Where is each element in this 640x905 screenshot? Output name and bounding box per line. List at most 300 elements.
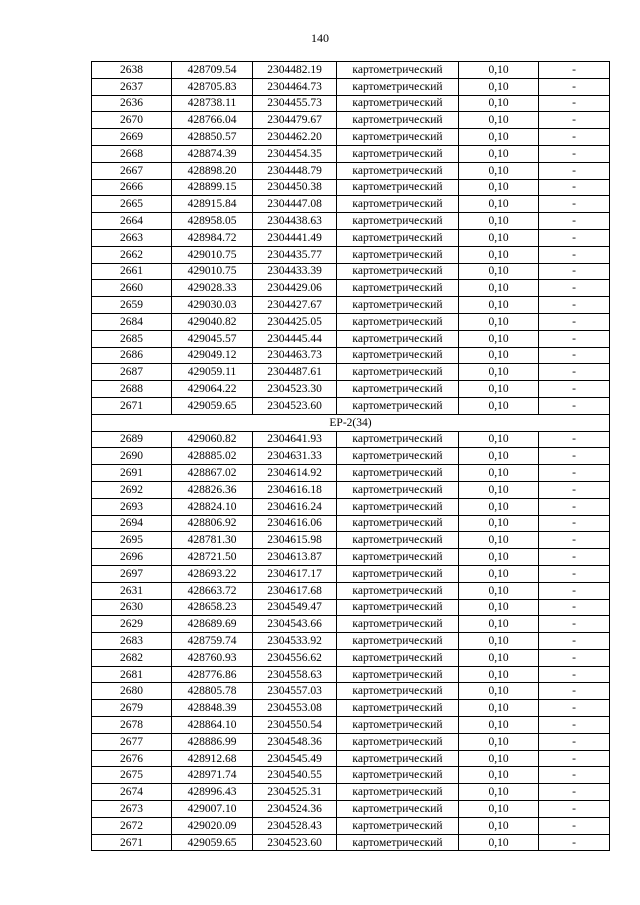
point-number-cell: 2682: [92, 649, 172, 666]
method-cell: картометрический: [337, 532, 459, 549]
y-coordinate-cell: 2304556.62: [253, 649, 337, 666]
precision-cell: 0,10: [459, 817, 539, 834]
y-coordinate-cell: 2304482.19: [253, 62, 337, 79]
table-row: [92, 532, 610, 549]
precision-cell: 0,10: [459, 347, 539, 364]
note-cell: -: [539, 196, 610, 213]
method-cell: картометрический: [337, 683, 459, 700]
point-number-cell: 2683: [92, 633, 172, 650]
precision-cell: 0,10: [459, 633, 539, 650]
precision-cell: 0,10: [459, 95, 539, 112]
note-cell: -: [539, 213, 610, 230]
method-cell: картометрический: [337, 750, 459, 767]
table-row: [92, 431, 610, 448]
method-cell: картометрический: [337, 95, 459, 112]
note-cell: -: [539, 481, 610, 498]
y-coordinate-cell: 2304447.08: [253, 196, 337, 213]
precision-cell: 0,10: [459, 549, 539, 566]
table-row: [92, 683, 610, 700]
x-coordinate-cell: 428658.23: [172, 599, 253, 616]
note-cell: -: [539, 62, 610, 79]
note-cell: -: [539, 582, 610, 599]
x-coordinate-cell: 428689.69: [172, 616, 253, 633]
note-cell: -: [539, 616, 610, 633]
y-coordinate-cell: 2304631.33: [253, 448, 337, 465]
point-number-cell: 2660: [92, 280, 172, 297]
table-row: [92, 112, 610, 129]
note-cell: -: [539, 280, 610, 297]
method-cell: картометрический: [337, 112, 459, 129]
table-row: [92, 364, 610, 381]
precision-cell: 0,10: [459, 649, 539, 666]
table-row: [92, 834, 610, 851]
table-row: [92, 397, 610, 414]
point-number-cell: 2636: [92, 95, 172, 112]
note-cell: -: [539, 78, 610, 95]
point-number-cell: 2679: [92, 700, 172, 717]
point-number-cell: 2667: [92, 162, 172, 179]
x-coordinate-cell: 428867.02: [172, 465, 253, 482]
x-coordinate-cell: 428826.36: [172, 481, 253, 498]
section-header: ЕР-2(34): [92, 414, 610, 431]
y-coordinate-cell: 2304540.55: [253, 767, 337, 784]
precision-cell: 0,10: [459, 481, 539, 498]
x-coordinate-cell: 428874.39: [172, 145, 253, 162]
precision-cell: 0,10: [459, 834, 539, 851]
note-cell: -: [539, 666, 610, 683]
y-coordinate-cell: 2304433.39: [253, 263, 337, 280]
method-cell: картометрический: [337, 599, 459, 616]
point-number-cell: 2666: [92, 179, 172, 196]
y-coordinate-cell: 2304528.43: [253, 817, 337, 834]
point-number-cell: 2638: [92, 62, 172, 79]
method-cell: картометрический: [337, 733, 459, 750]
note-cell: -: [539, 313, 610, 330]
point-number-cell: 2677: [92, 733, 172, 750]
x-coordinate-cell: 428781.30: [172, 532, 253, 549]
point-number-cell: 2668: [92, 145, 172, 162]
note-cell: -: [539, 431, 610, 448]
table-row: [92, 549, 610, 566]
method-cell: картометрический: [337, 162, 459, 179]
y-coordinate-cell: 2304450.38: [253, 179, 337, 196]
note-cell: -: [539, 532, 610, 549]
x-coordinate-cell: 429059.11: [172, 364, 253, 381]
y-coordinate-cell: 2304479.67: [253, 112, 337, 129]
method-cell: картометрический: [337, 649, 459, 666]
precision-cell: 0,10: [459, 162, 539, 179]
precision-cell: 0,10: [459, 112, 539, 129]
point-number-cell: 2690: [92, 448, 172, 465]
point-number-cell: 2673: [92, 801, 172, 818]
table-row: [92, 179, 610, 196]
method-cell: картометрический: [337, 582, 459, 599]
table-row: [92, 62, 610, 79]
y-coordinate-cell: 2304641.93: [253, 431, 337, 448]
note-cell: -: [539, 162, 610, 179]
precision-cell: 0,10: [459, 666, 539, 683]
precision-cell: 0,10: [459, 750, 539, 767]
precision-cell: 0,10: [459, 381, 539, 398]
x-coordinate-cell: 429059.65: [172, 397, 253, 414]
y-coordinate-cell: 2304438.63: [253, 213, 337, 230]
y-coordinate-cell: 2304523.60: [253, 397, 337, 414]
note-cell: -: [539, 465, 610, 482]
method-cell: картометрический: [337, 431, 459, 448]
table-row: [92, 649, 610, 666]
x-coordinate-cell: 429059.65: [172, 834, 253, 851]
point-number-cell: 2665: [92, 196, 172, 213]
precision-cell: 0,10: [459, 465, 539, 482]
table-row: [92, 78, 610, 95]
precision-cell: 0,10: [459, 717, 539, 734]
method-cell: картометрический: [337, 62, 459, 79]
y-coordinate-cell: 2304550.54: [253, 717, 337, 734]
point-number-cell: 2659: [92, 297, 172, 314]
x-coordinate-cell: 428759.74: [172, 633, 253, 650]
point-number-cell: 2671: [92, 397, 172, 414]
x-coordinate-cell: 428958.05: [172, 213, 253, 230]
note-cell: -: [539, 145, 610, 162]
method-cell: картометрический: [337, 448, 459, 465]
precision-cell: 0,10: [459, 397, 539, 414]
table-row: [92, 582, 610, 599]
method-cell: картометрический: [337, 381, 459, 398]
point-number-cell: 2696: [92, 549, 172, 566]
x-coordinate-cell: 428899.15: [172, 179, 253, 196]
x-coordinate-cell: 428864.10: [172, 717, 253, 734]
point-number-cell: 2664: [92, 213, 172, 230]
method-cell: картометрический: [337, 717, 459, 734]
note-cell: -: [539, 229, 610, 246]
point-number-cell: 2631: [92, 582, 172, 599]
note-cell: -: [539, 498, 610, 515]
table-row: [92, 145, 610, 162]
y-coordinate-cell: 2304616.18: [253, 481, 337, 498]
method-cell: картометрический: [337, 347, 459, 364]
method-cell: картометрический: [337, 145, 459, 162]
method-cell: картометрический: [337, 616, 459, 633]
precision-cell: 0,10: [459, 515, 539, 532]
y-coordinate-cell: 2304464.73: [253, 78, 337, 95]
note-cell: -: [539, 767, 610, 784]
y-coordinate-cell: 2304487.61: [253, 364, 337, 381]
y-coordinate-cell: 2304427.67: [253, 297, 337, 314]
x-coordinate-cell: 428915.84: [172, 196, 253, 213]
method-cell: картометрический: [337, 397, 459, 414]
y-coordinate-cell: 2304548.36: [253, 733, 337, 750]
precision-cell: 0,10: [459, 616, 539, 633]
x-coordinate-cell: 428824.10: [172, 498, 253, 515]
method-cell: картометрический: [337, 515, 459, 532]
table-row: [92, 515, 610, 532]
precision-cell: 0,10: [459, 229, 539, 246]
y-coordinate-cell: 2304441.49: [253, 229, 337, 246]
point-number-cell: 2676: [92, 750, 172, 767]
y-coordinate-cell: 2304617.17: [253, 565, 337, 582]
point-number-cell: 2687: [92, 364, 172, 381]
method-cell: картометрический: [337, 246, 459, 263]
note-cell: -: [539, 246, 610, 263]
point-number-cell: 2637: [92, 78, 172, 95]
y-coordinate-cell: 2304614.92: [253, 465, 337, 482]
precision-cell: 0,10: [459, 280, 539, 297]
method-cell: картометрический: [337, 179, 459, 196]
y-coordinate-cell: 2304435.77: [253, 246, 337, 263]
method-cell: картометрический: [337, 666, 459, 683]
note-cell: -: [539, 381, 610, 398]
precision-cell: 0,10: [459, 683, 539, 700]
method-cell: картометрический: [337, 263, 459, 280]
y-coordinate-cell: 2304429.06: [253, 280, 337, 297]
table-row: [92, 448, 610, 465]
precision-cell: 0,10: [459, 733, 539, 750]
point-number-cell: 2672: [92, 817, 172, 834]
precision-cell: 0,10: [459, 599, 539, 616]
precision-cell: 0,10: [459, 78, 539, 95]
x-coordinate-cell: 429040.82: [172, 313, 253, 330]
table-row: [92, 465, 610, 482]
note-cell: -: [539, 683, 610, 700]
y-coordinate-cell: 2304523.60: [253, 834, 337, 851]
method-cell: картометрический: [337, 313, 459, 330]
point-number-cell: 2669: [92, 129, 172, 146]
table-row: [92, 616, 610, 633]
x-coordinate-cell: 428898.20: [172, 162, 253, 179]
point-number-cell: 2663: [92, 229, 172, 246]
precision-cell: 0,10: [459, 700, 539, 717]
x-coordinate-cell: 429007.10: [172, 801, 253, 818]
precision-cell: 0,10: [459, 448, 539, 465]
precision-cell: 0,10: [459, 532, 539, 549]
method-cell: картометрический: [337, 801, 459, 818]
y-coordinate-cell: 2304448.79: [253, 162, 337, 179]
x-coordinate-cell: 428721.50: [172, 549, 253, 566]
y-coordinate-cell: 2304454.35: [253, 145, 337, 162]
table-row: [92, 784, 610, 801]
note-cell: -: [539, 297, 610, 314]
method-cell: картометрический: [337, 364, 459, 381]
point-number-cell: 2691: [92, 465, 172, 482]
x-coordinate-cell: 429030.03: [172, 297, 253, 314]
method-cell: картометрический: [337, 633, 459, 650]
method-cell: картометрический: [337, 767, 459, 784]
table-row: [92, 481, 610, 498]
point-number-cell: 2674: [92, 784, 172, 801]
note-cell: -: [539, 717, 610, 734]
coordinates-table: [91, 61, 610, 851]
table-row: [92, 633, 610, 650]
note-cell: -: [539, 112, 610, 129]
method-cell: картометрический: [337, 498, 459, 515]
point-number-cell: 2630: [92, 599, 172, 616]
x-coordinate-cell: 428805.78: [172, 683, 253, 700]
method-cell: картометрический: [337, 196, 459, 213]
point-number-cell: 2692: [92, 481, 172, 498]
note-cell: -: [539, 179, 610, 196]
note-cell: -: [539, 784, 610, 801]
note-cell: -: [539, 633, 610, 650]
table-row: [92, 381, 610, 398]
precision-cell: 0,10: [459, 582, 539, 599]
precision-cell: 0,10: [459, 330, 539, 347]
method-cell: картометрический: [337, 465, 459, 482]
table-row: [92, 229, 610, 246]
table-row: [92, 246, 610, 263]
section-header-row: [92, 414, 610, 431]
x-coordinate-cell: 428912.68: [172, 750, 253, 767]
method-cell: картометрический: [337, 330, 459, 347]
y-coordinate-cell: 2304445.44: [253, 330, 337, 347]
y-coordinate-cell: 2304616.24: [253, 498, 337, 515]
table-row: [92, 498, 610, 515]
note-cell: -: [539, 330, 610, 347]
method-cell: картометрический: [337, 297, 459, 314]
x-coordinate-cell: 428693.22: [172, 565, 253, 582]
y-coordinate-cell: 2304525.31: [253, 784, 337, 801]
x-coordinate-cell: 429064.22: [172, 381, 253, 398]
note-cell: -: [539, 565, 610, 582]
note-cell: -: [539, 129, 610, 146]
note-cell: -: [539, 700, 610, 717]
note-cell: -: [539, 599, 610, 616]
precision-cell: 0,10: [459, 179, 539, 196]
precision-cell: 0,10: [459, 297, 539, 314]
y-coordinate-cell: 2304549.47: [253, 599, 337, 616]
method-cell: картометрический: [337, 817, 459, 834]
x-coordinate-cell: 428663.72: [172, 582, 253, 599]
x-coordinate-cell: 429010.75: [172, 263, 253, 280]
precision-cell: 0,10: [459, 196, 539, 213]
precision-cell: 0,10: [459, 364, 539, 381]
x-coordinate-cell: 429020.09: [172, 817, 253, 834]
table-row: [92, 717, 610, 734]
note-cell: -: [539, 649, 610, 666]
point-number-cell: 2675: [92, 767, 172, 784]
point-number-cell: 2671: [92, 834, 172, 851]
method-cell: картометрический: [337, 229, 459, 246]
note-cell: -: [539, 95, 610, 112]
method-cell: картометрический: [337, 213, 459, 230]
note-cell: -: [539, 817, 610, 834]
method-cell: картометрический: [337, 834, 459, 851]
y-coordinate-cell: 2304543.66: [253, 616, 337, 633]
x-coordinate-cell: 428885.02: [172, 448, 253, 465]
point-number-cell: 2661: [92, 263, 172, 280]
x-coordinate-cell: 429028.33: [172, 280, 253, 297]
y-coordinate-cell: 2304425.05: [253, 313, 337, 330]
y-coordinate-cell: 2304613.87: [253, 549, 337, 566]
method-cell: картометрический: [337, 700, 459, 717]
point-number-cell: 2662: [92, 246, 172, 263]
note-cell: -: [539, 347, 610, 364]
x-coordinate-cell: 428766.04: [172, 112, 253, 129]
point-number-cell: 2685: [92, 330, 172, 347]
note-cell: -: [539, 263, 610, 280]
point-number-cell: 2681: [92, 666, 172, 683]
note-cell: -: [539, 733, 610, 750]
precision-cell: 0,10: [459, 313, 539, 330]
table-row: [92, 297, 610, 314]
precision-cell: 0,10: [459, 431, 539, 448]
table-row: [92, 95, 610, 112]
table-row: [92, 801, 610, 818]
precision-cell: 0,10: [459, 565, 539, 582]
note-cell: -: [539, 364, 610, 381]
point-number-cell: 2693: [92, 498, 172, 515]
table-row: [92, 599, 610, 616]
y-coordinate-cell: 2304463.73: [253, 347, 337, 364]
x-coordinate-cell: 428705.83: [172, 78, 253, 95]
point-number-cell: 2695: [92, 532, 172, 549]
precision-cell: 0,10: [459, 498, 539, 515]
table-row: [92, 817, 610, 834]
table-row: [92, 750, 610, 767]
method-cell: картометрический: [337, 565, 459, 582]
y-coordinate-cell: 2304523.30: [253, 381, 337, 398]
table-row: [92, 733, 610, 750]
precision-cell: 0,10: [459, 767, 539, 784]
table-row: [92, 196, 610, 213]
method-cell: картометрический: [337, 481, 459, 498]
precision-cell: 0,10: [459, 801, 539, 818]
note-cell: -: [539, 750, 610, 767]
x-coordinate-cell: 429060.82: [172, 431, 253, 448]
note-cell: -: [539, 397, 610, 414]
y-coordinate-cell: 2304616.06: [253, 515, 337, 532]
x-coordinate-cell: 428850.57: [172, 129, 253, 146]
x-coordinate-cell: 429049.12: [172, 347, 253, 364]
x-coordinate-cell: 428738.11: [172, 95, 253, 112]
y-coordinate-cell: 2304462.20: [253, 129, 337, 146]
table-row: [92, 263, 610, 280]
x-coordinate-cell: 428760.93: [172, 649, 253, 666]
point-number-cell: 2688: [92, 381, 172, 398]
x-coordinate-cell: 429010.75: [172, 246, 253, 263]
point-number-cell: 2629: [92, 616, 172, 633]
method-cell: картометрический: [337, 280, 459, 297]
x-coordinate-cell: 428971.74: [172, 767, 253, 784]
y-coordinate-cell: 2304557.03: [253, 683, 337, 700]
point-number-cell: 2694: [92, 515, 172, 532]
point-number-cell: 2684: [92, 313, 172, 330]
point-number-cell: 2689: [92, 431, 172, 448]
point-number-cell: 2686: [92, 347, 172, 364]
table-body: [92, 62, 610, 851]
y-coordinate-cell: 2304545.49: [253, 750, 337, 767]
x-coordinate-cell: 428709.54: [172, 62, 253, 79]
y-coordinate-cell: 2304455.73: [253, 95, 337, 112]
y-coordinate-cell: 2304524.36: [253, 801, 337, 818]
table-row: [92, 213, 610, 230]
y-coordinate-cell: 2304615.98: [253, 532, 337, 549]
x-coordinate-cell: 428848.39: [172, 700, 253, 717]
note-cell: -: [539, 515, 610, 532]
table-row: [92, 666, 610, 683]
method-cell: картометрический: [337, 78, 459, 95]
table-row: [92, 330, 610, 347]
point-number-cell: 2697: [92, 565, 172, 582]
note-cell: -: [539, 834, 610, 851]
precision-cell: 0,10: [459, 62, 539, 79]
table-row: [92, 280, 610, 297]
table-row: [92, 347, 610, 364]
x-coordinate-cell: 429045.57: [172, 330, 253, 347]
note-cell: -: [539, 549, 610, 566]
table-row: [92, 129, 610, 146]
table-row: [92, 700, 610, 717]
precision-cell: 0,10: [459, 129, 539, 146]
